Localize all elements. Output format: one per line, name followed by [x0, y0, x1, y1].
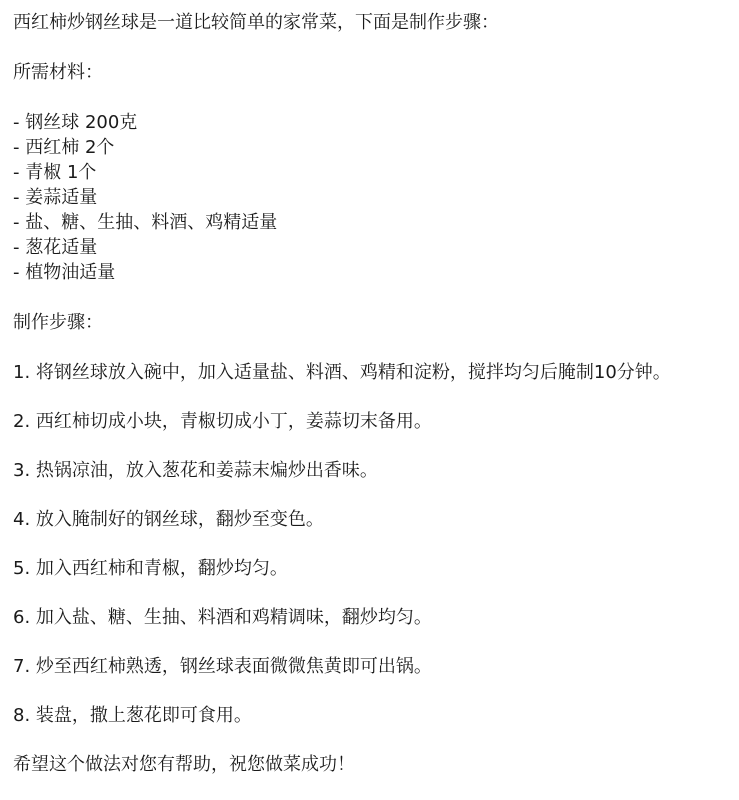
spacer: [13, 335, 733, 360]
recipe-document: [13, 10, 733, 777]
spacer: [13, 385, 733, 409]
step-item: 2. 西红柿切成小块，青椒切成小丁，姜蒜切末备用。: [13, 411, 432, 432]
spacer: [13, 434, 733, 458]
closing-text: 希望这个做法对您有帮助，祝您做菜成功！: [13, 754, 355, 775]
intro-text: 西红柿炒钢丝球是一道比较简单的家常菜，下面是制作步骤：: [13, 12, 499, 33]
spacer: [13, 581, 733, 605]
spacer: [13, 285, 733, 310]
ingredient-item: - 西红柿 2个: [13, 137, 115, 158]
step-item: 1. 将钢丝球放入碗中，加入适量盐、料酒、鸡精和淀粉，搅拌均匀后腌制10分钟。: [13, 362, 671, 383]
spacer: [13, 85, 733, 110]
ingredient-item: - 葱花适量: [13, 237, 98, 258]
spacer: [13, 679, 733, 703]
spacer: [13, 630, 733, 654]
ingredient-item: - 姜蒜适量: [13, 187, 98, 208]
step-item: 4. 放入腌制好的钢丝球，翻炒至变色。: [13, 509, 324, 530]
step-item: 8. 装盘，撒上葱花即可食用。: [13, 705, 252, 726]
ingredient-item: - 植物油适量: [13, 262, 116, 283]
spacer: [13, 483, 733, 507]
step-item: 3. 热锅凉油，放入葱花和姜蒜末煸炒出香味。: [13, 460, 378, 481]
steps-heading: 制作步骤：: [13, 312, 103, 333]
step-item: 5. 加入西红柿和青椒，翻炒均匀。: [13, 558, 288, 579]
ingredient-item: - 钢丝球 200克: [13, 112, 138, 133]
ingredients-heading: 所需材料：: [13, 62, 103, 83]
steps-list: [13, 360, 733, 752]
spacer: [13, 728, 733, 752]
ingredient-item: - 盐、糖、生抽、料酒、鸡精适量: [13, 212, 278, 233]
ingredients-list: [13, 110, 733, 285]
spacer: [13, 532, 733, 556]
spacer: [13, 35, 733, 60]
step-item: 6. 加入盐、糖、生抽、料酒和鸡精调味，翻炒均匀。: [13, 607, 432, 628]
step-item: 7. 炒至西红柿熟透，钢丝球表面微微焦黄即可出锅。: [13, 656, 432, 677]
ingredient-item: - 青椒 1个: [13, 162, 97, 183]
